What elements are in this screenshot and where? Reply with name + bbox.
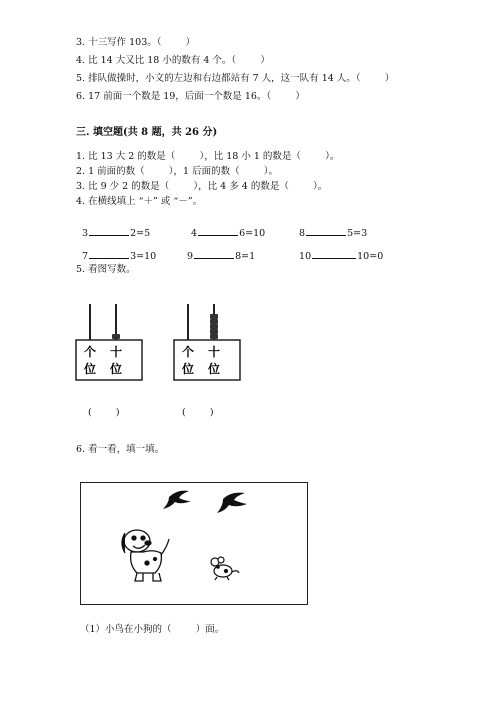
equation	[293, 238, 383, 262]
judgement-item-4: 4. 比 14 大又比 18 小的数有 4 个。（ ）	[76, 55, 270, 66]
animal-scene	[81, 483, 307, 604]
equation-right: 5=3	[347, 228, 368, 239]
place-label: 位	[208, 362, 221, 376]
equation	[76, 238, 156, 262]
place-label: 位	[182, 362, 195, 376]
abacus-bead	[210, 329, 218, 334]
equation	[293, 215, 367, 239]
bird-icon	[217, 493, 247, 513]
answer-blank[interactable]	[306, 226, 346, 236]
equation	[181, 238, 255, 262]
judgement-item-5: 5. 排队做操时，小文的左边和右边都站有 7 人，这一队有 14 人。（ ）	[76, 73, 395, 84]
abacus-answer-2[interactable]: ( )	[182, 407, 214, 418]
abacus-bead	[210, 324, 218, 329]
abacus-bead	[210, 319, 218, 324]
answer-blank[interactable]	[198, 226, 238, 236]
place-label: 位	[84, 362, 97, 376]
mouse-icon	[211, 557, 239, 580]
equation-right: 3=10	[130, 251, 157, 262]
equation-right: 8=1	[235, 251, 256, 262]
question-6-label: 6. 看一看，填一填。	[76, 444, 165, 455]
equation-right: 6=10	[239, 228, 266, 239]
place-label: 十	[110, 345, 123, 359]
equation	[76, 215, 150, 239]
question-6-subquestion: （1）小鸟在小狗的（ ）面。	[80, 624, 225, 635]
abacus-bead	[112, 334, 120, 339]
question-5-label: 5. 看图写数。	[76, 264, 136, 275]
picture-frame	[80, 482, 308, 605]
fill-item-4: 4. 在横线填上 “＋” 或 “－”。	[76, 196, 203, 207]
equation-left: 4	[191, 228, 198, 239]
place-label: 十	[208, 345, 221, 359]
fill-item-2: 2. 1 前面的数（ ），1 后面的数（ ）。	[76, 166, 279, 177]
answer-blank[interactable]	[89, 249, 129, 259]
equation-left: 10	[299, 251, 312, 262]
abacus-bead	[210, 334, 218, 339]
abacus-diagram-1	[74, 300, 146, 384]
answer-blank[interactable]	[312, 249, 356, 259]
equation	[185, 215, 265, 239]
fill-item-3: 3. 比 9 少 2 的数是（ ），比 4 多 4 的数是（ ）。	[76, 181, 328, 192]
equation-left: 7	[82, 251, 89, 262]
abacus-diagram-2	[172, 300, 244, 384]
answer-blank[interactable]	[89, 226, 129, 236]
equation-left: 8	[299, 228, 306, 239]
place-label: 位	[110, 362, 123, 376]
section-title: 三. 填空题(共 8 题，共 26 分)	[76, 127, 218, 138]
judgement-item-6: 6. 17 前面一个数是 19，后面一个数是 16。（ ）	[76, 91, 305, 102]
equation-right: 10=0	[357, 251, 384, 262]
judgement-item-3: 3. 十三写作 103。（ ）	[76, 37, 196, 48]
answer-blank[interactable]	[194, 249, 234, 259]
abacus-bead	[210, 314, 218, 319]
abacus-answer-1[interactable]: ( )	[88, 407, 120, 418]
place-label: 个	[84, 345, 97, 359]
equation-left: 9	[187, 251, 194, 262]
equation-right: 2=5	[130, 228, 151, 239]
place-label: 个	[182, 345, 195, 359]
equation-left: 3	[82, 228, 89, 239]
fill-item-1: 1. 比 13 大 2 的数是（ ），比 18 小 1 的数是（ ）。	[76, 151, 340, 162]
dog-icon	[122, 530, 169, 581]
bird-icon	[163, 491, 191, 509]
